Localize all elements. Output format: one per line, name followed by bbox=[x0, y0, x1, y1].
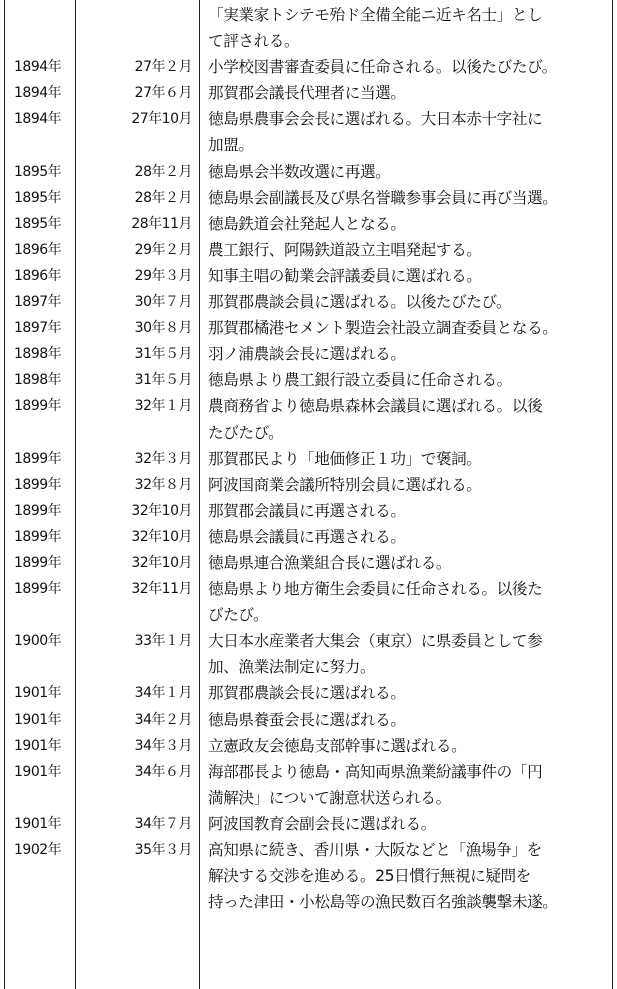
year-cell: 1898年 bbox=[14, 372, 62, 389]
year-cell: 1895年 bbox=[14, 189, 62, 206]
event-text-cell: 徳島県会半数改選に再選。 bbox=[208, 162, 391, 181]
month-cell: 28年11月 bbox=[131, 215, 192, 232]
year-cell: 1899年 bbox=[14, 581, 62, 598]
month-cell: 34年３月 bbox=[134, 737, 192, 754]
year-cell: 1897年 bbox=[14, 294, 62, 311]
timeline-row bbox=[0, 837, 617, 915]
month-cell: 32年１月 bbox=[134, 398, 192, 415]
event-text-cell: 小学校図書審査委員に任命される。以後たびたび。 bbox=[208, 58, 557, 77]
year-cell: 1901年 bbox=[14, 737, 62, 754]
timeline-row bbox=[0, 211, 617, 237]
year-cell: 1899年 bbox=[14, 398, 62, 415]
timeline-table bbox=[0, 2, 617, 915]
event-text-cell: 立憲政友会徳島支部幹事に選ばれる。 bbox=[208, 736, 467, 755]
timeline-row bbox=[0, 576, 617, 628]
timeline-row bbox=[0, 524, 617, 550]
timeline-row bbox=[0, 159, 617, 185]
month-cell: 32年３月 bbox=[134, 450, 192, 467]
event-text-cell: 那賀郡会議長代理者に当選。 bbox=[208, 84, 406, 103]
event-text-cell: 羽ノ浦農談会長に選ばれる。 bbox=[208, 345, 406, 364]
year-cell: 1901年 bbox=[14, 815, 62, 832]
month-cell: 32年10月 bbox=[131, 554, 192, 571]
month-cell: 27年２月 bbox=[134, 59, 192, 76]
year-cell: 1896年 bbox=[14, 267, 62, 284]
event-text-cell: 阿波国商業会議所特別会員に選ばれる。 bbox=[208, 475, 482, 494]
event-text-cell: 徳島県連合漁業組合長に選ばれる。 bbox=[208, 553, 452, 572]
event-text-cell: 徳島県より地方衛生会委員に任命される。以後た びたび。 bbox=[208, 580, 543, 625]
timeline-row bbox=[0, 289, 617, 315]
timeline-row bbox=[0, 367, 617, 393]
timeline-row bbox=[0, 550, 617, 576]
month-cell: 34年１月 bbox=[134, 685, 192, 702]
timeline-row bbox=[0, 106, 617, 158]
event-text-cell: 大日本水産業者大集会（東京）に県委員として参 加、漁業法制定に努力。 bbox=[208, 632, 543, 677]
event-text-cell: 徳島県養蚕会長に選ばれる。 bbox=[208, 710, 406, 729]
month-cell: 29年２月 bbox=[134, 241, 192, 258]
timeline-row bbox=[0, 263, 617, 289]
event-text-cell: 農工銀行、阿陽鉄道設立主唱発起する。 bbox=[208, 240, 482, 259]
month-cell: 32年10月 bbox=[131, 502, 192, 519]
year-cell: 1898年 bbox=[14, 346, 62, 363]
month-cell: 31年５月 bbox=[134, 372, 192, 389]
month-cell: 32年10月 bbox=[131, 528, 192, 545]
year-cell: 1899年 bbox=[14, 554, 62, 571]
month-cell: 34年６月 bbox=[134, 763, 192, 780]
year-cell: 1899年 bbox=[14, 476, 62, 493]
timeline-row bbox=[0, 472, 617, 498]
event-text-cell: 徳島鉄道会社発起人となる。 bbox=[208, 214, 406, 233]
event-text-cell: 徳島県会議員に再選される。 bbox=[208, 527, 406, 546]
month-cell: 35年３月 bbox=[134, 842, 192, 858]
month-cell: 27年６月 bbox=[134, 85, 192, 102]
event-text-cell: 那賀郡民より「地価修正１功」で褒詞。 bbox=[208, 449, 482, 468]
event-text-cell: 農商務省より徳島県森林会議員に選ばれる。以後 たびたび。 bbox=[208, 397, 543, 442]
event-text-cell: 阿波国教育会副会長に選ばれる。 bbox=[208, 814, 436, 833]
timeline-row bbox=[0, 446, 617, 472]
month-cell: 29年３月 bbox=[134, 267, 192, 284]
event-text-cell: 知事主唱の勧業会評議委員に選ばれる。 bbox=[208, 266, 482, 285]
year-cell: 1900年 bbox=[14, 633, 62, 650]
year-cell: 1899年 bbox=[14, 528, 62, 545]
event-text-cell: 那賀郡会議員に再選される。 bbox=[208, 501, 406, 520]
year-cell: 1899年 bbox=[14, 450, 62, 467]
year-cell: 1895年 bbox=[14, 163, 62, 180]
timeline-row bbox=[0, 80, 617, 106]
year-cell: 1894年 bbox=[14, 85, 62, 102]
year-cell: 1894年 bbox=[14, 111, 62, 128]
month-cell: 28年２月 bbox=[134, 163, 192, 180]
month-cell: 33年１月 bbox=[134, 633, 192, 650]
year-cell: 1901年 bbox=[14, 685, 62, 702]
event-text-cell: 那賀郡農談会員に選ばれる。以後たびたび。 bbox=[208, 293, 512, 312]
timeline-row bbox=[0, 498, 617, 524]
timeline-row bbox=[0, 54, 617, 80]
year-cell: 1894年 bbox=[14, 59, 62, 76]
timeline-row bbox=[0, 811, 617, 837]
month-cell: 32年11月 bbox=[131, 581, 192, 598]
year-cell: 1897年 bbox=[14, 320, 62, 337]
event-text-cell: 高知県に続き、香川県・大阪などと「漁場争」を 解決する交渉を進める。25日慣行無視に疑問を 持った津田・小松島等の漁民数百名強談襲撃未遂。 bbox=[208, 841, 558, 912]
timeline-row bbox=[0, 759, 617, 811]
month-cell: 30年７月 bbox=[134, 294, 192, 311]
month-cell: 30年８月 bbox=[134, 320, 192, 337]
month-cell: 34年７月 bbox=[134, 815, 192, 832]
year-cell: 1901年 bbox=[14, 711, 62, 728]
timeline-row bbox=[0, 2, 617, 54]
year-cell: 1902年 bbox=[14, 842, 62, 858]
timeline-row bbox=[0, 237, 617, 263]
timeline-row bbox=[0, 393, 617, 445]
event-text-cell: 徳島県より農工銀行設立委員に任命される。 bbox=[208, 371, 512, 390]
event-text-cell: 徳島県農事会会長に選ばれる。大日本赤十字社に 加盟。 bbox=[208, 110, 543, 155]
event-text-cell: 那賀郡農談会長に選ばれる。 bbox=[208, 684, 406, 703]
event-text-cell: 那賀郡橘港セメント製造会社設立調査委員となる。 bbox=[208, 319, 558, 338]
year-cell: 1901年 bbox=[14, 763, 62, 780]
event-text-cell: 「実業家トシテモ殆ド全備全能ニ近キ名士」とし て評される。 bbox=[208, 6, 543, 51]
month-cell: 27年10月 bbox=[131, 111, 192, 128]
timeline-row bbox=[0, 628, 617, 680]
event-text-cell: 海部郡長より徳島・高知両県漁業紛議事件の「円 満解決」について謝意状送られる。 bbox=[208, 762, 543, 807]
month-cell: 28年２月 bbox=[134, 189, 192, 206]
timeline-row bbox=[0, 185, 617, 211]
timeline-row bbox=[0, 341, 617, 367]
month-cell: 31年５月 bbox=[134, 346, 192, 363]
month-cell: 34年２月 bbox=[134, 711, 192, 728]
year-cell: 1899年 bbox=[14, 502, 62, 519]
year-cell: 1896年 bbox=[14, 241, 62, 258]
event-text-cell: 徳島県会副議長及び県名誉職参事会員に再び当選。 bbox=[208, 188, 558, 207]
timeline-row bbox=[0, 315, 617, 341]
timeline-row bbox=[0, 707, 617, 733]
month-cell: 32年８月 bbox=[134, 476, 192, 493]
timeline-row bbox=[0, 680, 617, 706]
year-cell: 1895年 bbox=[14, 215, 62, 232]
timeline-row bbox=[0, 733, 617, 759]
